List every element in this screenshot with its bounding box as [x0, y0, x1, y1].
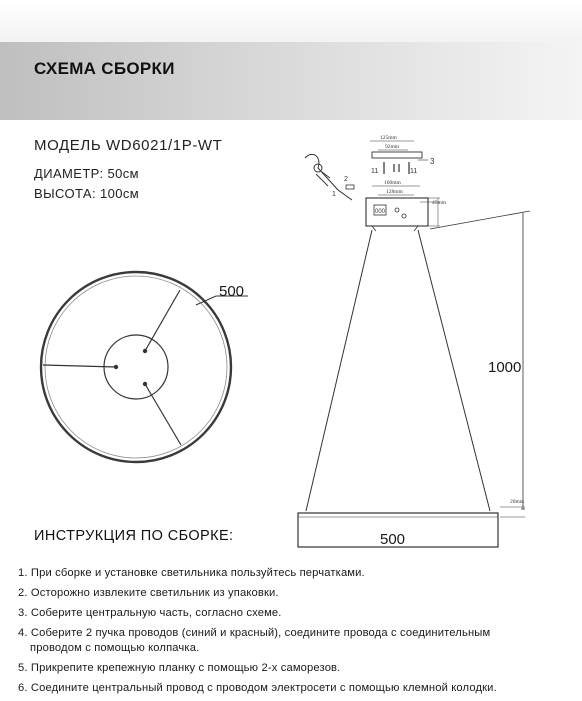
spoke-top	[145, 290, 180, 351]
svg-text:11: 11	[410, 168, 418, 175]
svg-text:000: 000	[375, 209, 386, 215]
hub-point-bottom	[143, 382, 147, 386]
spoke-left	[43, 365, 116, 367]
ring-top-view	[41, 272, 248, 462]
dim-45: 45mm	[432, 200, 447, 206]
suspension-cable-left	[306, 230, 372, 511]
dim-160: 160mm	[384, 180, 401, 186]
spoke-bottom	[145, 384, 181, 445]
dim-125: 125mm	[380, 135, 397, 141]
callout-1: 1	[332, 191, 336, 198]
dim-20: 20mm	[510, 499, 525, 505]
hub-point-left	[114, 365, 118, 369]
canopy-exploded	[305, 135, 447, 231]
side-view	[298, 211, 530, 547]
ring-outer-circle	[41, 272, 231, 462]
callout-2: 2	[344, 176, 348, 183]
height-dimension-label: 1000	[488, 359, 522, 376]
height-ext-line-top	[430, 211, 530, 229]
dim-128: 128mm	[386, 189, 403, 195]
page-title: СХЕМА СБОРКИ	[34, 59, 175, 78]
dim-92: 92mm	[385, 144, 400, 150]
instruction-step: 5. Прикрепите крепежную планку с помощью 2-х саморезов.	[18, 662, 341, 674]
instructions-title: ИНСТРУКЦИЯ ПО СБОРКЕ:	[34, 528, 234, 544]
suspension-cable-right	[418, 230, 490, 511]
instruction-step: 2. Осторожно извлеките светильник из упаковки.	[18, 587, 279, 599]
width-dimension-label: 500	[380, 531, 406, 548]
diameter-value: 50см	[107, 166, 139, 181]
mounting-bracket	[372, 152, 422, 158]
instruction-step: 4. Соберите 2 пучка проводов (синий и красный), соедините провода с соединительным проводом с помощью колпачка.	[18, 627, 491, 654]
instruction-step: 3. Соберите центральную часть, согласно схеме.	[18, 607, 282, 619]
svg-text:11: 11	[371, 168, 379, 175]
model-label: МОДЕЛЬ WD6021/1P-WT	[34, 137, 223, 154]
ring-dimension-label: 500	[219, 283, 245, 300]
diameter-label: ДИАМЕТР:	[34, 166, 104, 181]
height-value: 100см	[100, 186, 140, 201]
instructions-list	[18, 566, 580, 701]
instruction-step: 1. При сборке и установке светильника пользуйтесь перчатками.	[18, 567, 365, 579]
height-label: ВЫСОТА:	[34, 186, 96, 201]
instruction-step: 6. Соедините центральный провод с проводом электросети с помощью клемной колодки.	[18, 682, 497, 694]
hub-point-top	[143, 349, 147, 353]
callout-3: 3	[430, 157, 435, 166]
